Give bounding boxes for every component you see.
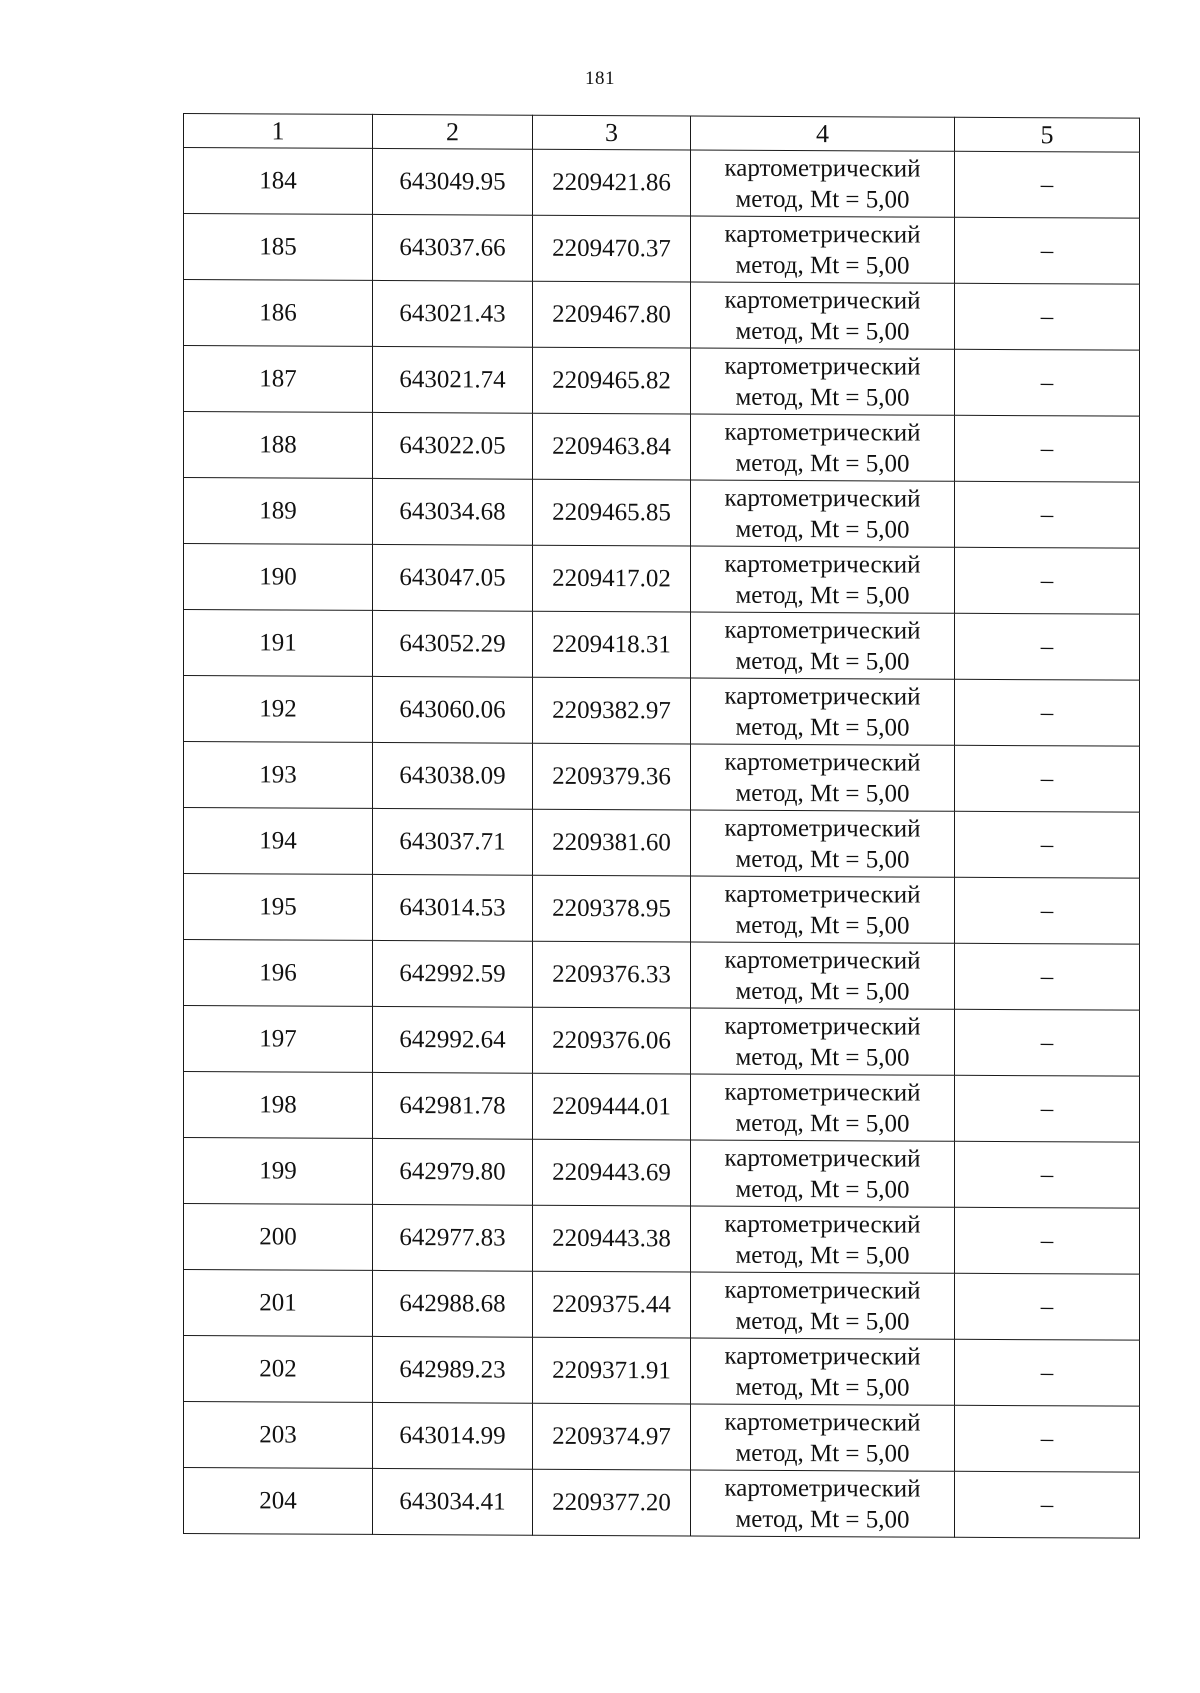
method-line-2: метод, Mt = 5,00 xyxy=(735,1439,910,1468)
point-number-cell: 189 xyxy=(184,478,373,545)
method-line-2: метод, Mt = 5,00 xyxy=(735,581,910,610)
method-line-2: метод, Mt = 5,00 xyxy=(735,1241,910,1270)
method-cell xyxy=(691,1404,955,1471)
table-body xyxy=(184,148,1140,1539)
table-row xyxy=(184,214,1140,285)
point-number-cell: 197 xyxy=(184,1006,373,1073)
method-line-1: картометрический xyxy=(724,154,921,183)
table-row xyxy=(184,1138,1140,1209)
table-row xyxy=(184,1336,1140,1407)
table-row xyxy=(184,940,1140,1011)
x-coordinate-cell: 643034.68 xyxy=(373,478,533,545)
point-number-cell: 196 xyxy=(184,940,373,1007)
x-coordinate-cell: 643047.05 xyxy=(373,544,533,611)
y-coordinate-cell: 2209467.80 xyxy=(533,281,691,348)
method-cell xyxy=(691,1206,955,1273)
y-coordinate-cell: 2209421.86 xyxy=(533,149,691,216)
note-cell: – xyxy=(955,1339,1140,1406)
method-line-2: метод, Mt = 5,00 xyxy=(735,1373,910,1402)
method-cell xyxy=(691,348,955,415)
table-row xyxy=(184,808,1140,879)
y-coordinate-cell: 2209379.36 xyxy=(533,743,691,810)
method-line-1: картометрический xyxy=(724,1474,921,1503)
method-cell xyxy=(691,810,955,877)
table-row xyxy=(184,412,1140,483)
method-line-2: метод, Mt = 5,00 xyxy=(735,779,910,808)
method-line-1: картометрический xyxy=(724,484,921,513)
method-line-1: картометрический xyxy=(724,220,921,249)
note-cell: – xyxy=(955,151,1140,218)
table-row xyxy=(184,1006,1140,1077)
note-cell: – xyxy=(955,547,1140,614)
note-cell: – xyxy=(955,877,1140,944)
method-line-2: метод, Mt = 5,00 xyxy=(735,1043,910,1072)
point-number-cell: 187 xyxy=(184,346,373,413)
x-coordinate-cell: 643021.74 xyxy=(373,346,533,413)
note-cell: – xyxy=(955,1471,1140,1538)
table-header-row xyxy=(184,114,1140,153)
table-row xyxy=(184,1468,1140,1539)
table-row xyxy=(184,280,1140,351)
point-number-cell: 203 xyxy=(184,1402,373,1469)
page-number: 181 xyxy=(585,68,615,89)
column-header: 1 xyxy=(184,114,373,149)
method-line-1: картометрический xyxy=(724,814,921,843)
method-cell xyxy=(691,1272,955,1339)
table-row xyxy=(184,610,1140,681)
method-cell xyxy=(691,216,955,283)
method-line-1: картометрический xyxy=(724,1210,921,1239)
x-coordinate-cell: 642979.80 xyxy=(373,1138,533,1205)
note-cell: – xyxy=(955,415,1140,482)
note-cell: – xyxy=(955,1207,1140,1274)
method-line-2: метод, Mt = 5,00 xyxy=(735,185,910,214)
note-cell: – xyxy=(955,481,1140,548)
method-line-2: метод, Mt = 5,00 xyxy=(735,1307,910,1336)
note-cell: – xyxy=(955,745,1140,812)
method-line-1: картометрический xyxy=(724,880,921,909)
table-row xyxy=(184,478,1140,549)
table-row xyxy=(184,676,1140,747)
point-number-cell: 186 xyxy=(184,280,373,347)
y-coordinate-cell: 2209382.97 xyxy=(533,677,691,744)
method-cell xyxy=(691,1008,955,1075)
note-cell: – xyxy=(955,1405,1140,1472)
method-cell xyxy=(691,612,955,679)
method-line-1: картометрический xyxy=(724,550,921,579)
method-cell xyxy=(691,1074,955,1141)
method-line-1: картометрический xyxy=(724,1144,921,1173)
note-cell: – xyxy=(955,679,1140,746)
method-cell xyxy=(691,678,955,745)
note-cell: – xyxy=(955,1075,1140,1142)
x-coordinate-cell: 643038.09 xyxy=(373,742,533,809)
x-coordinate-cell: 642992.64 xyxy=(373,1006,533,1073)
method-cell xyxy=(691,1338,955,1405)
method-line-1: картометрический xyxy=(724,1078,921,1107)
point-number-cell: 202 xyxy=(184,1336,373,1403)
y-coordinate-cell: 2209444.01 xyxy=(533,1073,691,1140)
x-coordinate-cell: 642992.59 xyxy=(373,940,533,1007)
table-row xyxy=(184,1402,1140,1473)
method-line-1: картометрический xyxy=(724,946,921,975)
x-coordinate-cell: 642989.23 xyxy=(373,1336,533,1403)
x-coordinate-cell: 642981.78 xyxy=(373,1072,533,1139)
note-cell: – xyxy=(955,1141,1140,1208)
method-line-2: метод, Mt = 5,00 xyxy=(735,647,910,676)
method-line-1: картометрический xyxy=(724,286,921,315)
x-coordinate-cell: 643014.99 xyxy=(373,1402,533,1469)
x-coordinate-cell: 642988.68 xyxy=(373,1270,533,1337)
note-cell: – xyxy=(955,283,1140,350)
table-row xyxy=(184,148,1140,219)
note-cell: – xyxy=(955,1273,1140,1340)
method-line-2: метод, Mt = 5,00 xyxy=(735,713,910,742)
method-line-1: картометрический xyxy=(724,418,921,447)
y-coordinate-cell: 2209376.33 xyxy=(533,941,691,1008)
note-cell: – xyxy=(955,943,1140,1010)
x-coordinate-cell: 643034.41 xyxy=(373,1468,533,1535)
method-cell xyxy=(691,744,955,811)
x-coordinate-cell: 643052.29 xyxy=(373,610,533,677)
method-line-1: картометрический xyxy=(724,352,921,381)
y-coordinate-cell: 2209465.82 xyxy=(533,347,691,414)
table-row xyxy=(184,544,1140,615)
y-coordinate-cell: 2209465.85 xyxy=(533,479,691,546)
point-number-cell: 194 xyxy=(184,808,373,875)
y-coordinate-cell: 2209470.37 xyxy=(533,215,691,282)
method-line-2: метод, Mt = 5,00 xyxy=(735,911,910,940)
y-coordinate-cell: 2209377.20 xyxy=(533,1469,691,1536)
method-line-1: картометрический xyxy=(724,616,921,645)
x-coordinate-cell: 643022.05 xyxy=(373,412,533,479)
x-coordinate-cell: 643021.43 xyxy=(373,280,533,347)
method-line-2: метод, Mt = 5,00 xyxy=(735,251,910,280)
method-cell xyxy=(691,1470,955,1537)
y-coordinate-cell: 2209463.84 xyxy=(533,413,691,480)
method-line-1: картометрический xyxy=(724,682,921,711)
column-header: 5 xyxy=(955,117,1140,152)
note-cell: – xyxy=(955,349,1140,416)
point-number-cell: 204 xyxy=(184,1468,373,1535)
y-coordinate-cell: 2209443.69 xyxy=(533,1139,691,1206)
point-number-cell: 198 xyxy=(184,1072,373,1139)
point-number-cell: 200 xyxy=(184,1204,373,1271)
method-line-2: метод, Mt = 5,00 xyxy=(735,383,910,412)
point-number-cell: 199 xyxy=(184,1138,373,1205)
note-cell: – xyxy=(955,217,1140,284)
x-coordinate-cell: 643037.66 xyxy=(373,214,533,281)
method-cell xyxy=(691,414,955,481)
note-cell: – xyxy=(955,1009,1140,1076)
method-line-1: картометрический xyxy=(724,1342,921,1371)
method-cell xyxy=(691,282,955,349)
table-row xyxy=(184,1204,1140,1275)
method-line-2: метод, Mt = 5,00 xyxy=(735,977,910,1006)
method-line-2: метод, Mt = 5,00 xyxy=(735,1175,910,1204)
method-line-2: метод, Mt = 5,00 xyxy=(735,845,910,874)
table-row xyxy=(184,874,1140,945)
x-coordinate-cell: 643049.95 xyxy=(373,148,533,215)
point-number-cell: 188 xyxy=(184,412,373,479)
note-cell: – xyxy=(955,811,1140,878)
method-line-2: метод, Mt = 5,00 xyxy=(735,1109,910,1138)
x-coordinate-cell: 642977.83 xyxy=(373,1204,533,1271)
x-coordinate-cell: 643060.06 xyxy=(373,676,533,743)
point-number-cell: 201 xyxy=(184,1270,373,1337)
y-coordinate-cell: 2209375.44 xyxy=(533,1271,691,1338)
method-cell xyxy=(691,150,955,217)
method-line-2: метод, Mt = 5,00 xyxy=(735,1505,910,1534)
column-header: 3 xyxy=(533,115,691,150)
table-row xyxy=(184,1072,1140,1143)
y-coordinate-cell: 2209418.31 xyxy=(533,611,691,678)
coordinates-table xyxy=(183,113,1140,1539)
note-cell: – xyxy=(955,613,1140,680)
method-cell xyxy=(691,1140,955,1207)
method-line-2: метод, Mt = 5,00 xyxy=(735,515,910,544)
y-coordinate-cell: 2209371.91 xyxy=(533,1337,691,1404)
method-cell xyxy=(691,876,955,943)
point-number-cell: 191 xyxy=(184,610,373,677)
method-line-2: метод, Mt = 5,00 xyxy=(735,317,910,346)
method-line-1: картометрический xyxy=(724,748,921,777)
y-coordinate-cell: 2209443.38 xyxy=(533,1205,691,1272)
y-coordinate-cell: 2209417.02 xyxy=(533,545,691,612)
method-cell xyxy=(691,942,955,1009)
table-row xyxy=(184,1270,1140,1341)
point-number-cell: 185 xyxy=(184,214,373,281)
y-coordinate-cell: 2209381.60 xyxy=(533,809,691,876)
method-cell xyxy=(691,480,955,547)
column-header: 2 xyxy=(373,114,533,149)
method-cell xyxy=(691,546,955,613)
table-row xyxy=(184,346,1140,417)
method-line-2: метод, Mt = 5,00 xyxy=(735,449,910,478)
y-coordinate-cell: 2209378.95 xyxy=(533,875,691,942)
method-line-1: картометрический xyxy=(724,1012,921,1041)
point-number-cell: 184 xyxy=(184,148,373,215)
column-header: 4 xyxy=(691,116,955,151)
y-coordinate-cell: 2209376.06 xyxy=(533,1007,691,1074)
x-coordinate-cell: 643037.71 xyxy=(373,808,533,875)
method-line-1: картометрический xyxy=(724,1276,921,1305)
x-coordinate-cell: 643014.53 xyxy=(373,874,533,941)
point-number-cell: 192 xyxy=(184,676,373,743)
point-number-cell: 190 xyxy=(184,544,373,611)
point-number-cell: 193 xyxy=(184,742,373,809)
table-row xyxy=(184,742,1140,813)
y-coordinate-cell: 2209374.97 xyxy=(533,1403,691,1470)
method-line-1: картометрический xyxy=(724,1408,921,1437)
point-number-cell: 195 xyxy=(184,874,373,941)
